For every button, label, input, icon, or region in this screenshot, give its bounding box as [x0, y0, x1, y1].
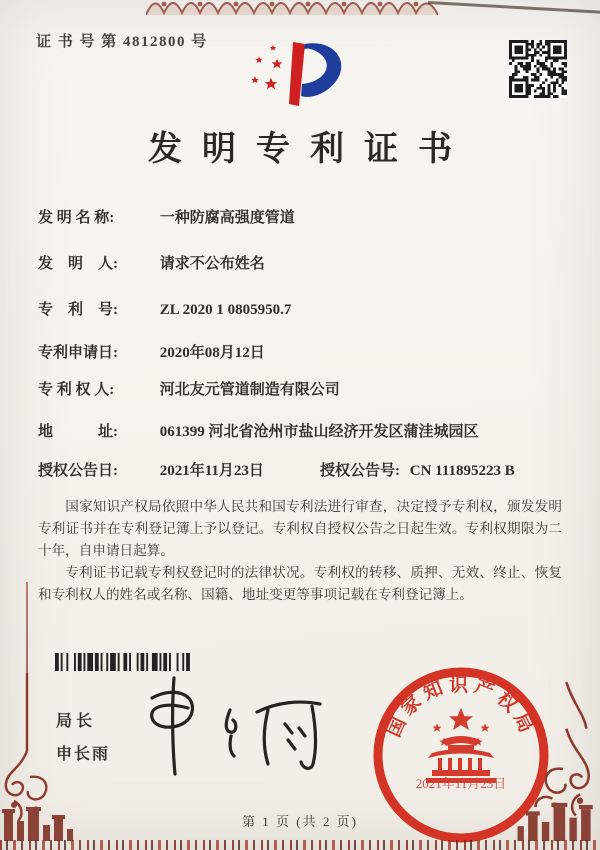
signer-title: 局长: [56, 713, 97, 730]
photo-edge-line: [428, 1, 600, 14]
cnipa-logo-icon: [243, 36, 361, 124]
qr-code-icon: [509, 40, 567, 98]
field-value: 2020年08月12日: [159, 345, 265, 361]
signature-icon: [122, 672, 337, 782]
bottom-left-ornament: [0, 673, 96, 841]
barcode-icon: [55, 653, 217, 671]
bottom-border-fringe: [0, 840, 600, 850]
seal-date-text: 2021年11月23日: [415, 776, 507, 791]
field-value: 一种防腐高强度管道: [159, 210, 295, 226]
field-row-grant-date: [38, 459, 578, 480]
top-border-ornament: [146, 0, 438, 16]
seal-org-text: 国家知识产权局: [383, 674, 539, 741]
field-row-filing-date: [38, 341, 578, 362]
field-label: 发 明 名 称:: [38, 210, 115, 226]
certificate-number: 证 书 号 第 4812800 号: [36, 34, 208, 50]
field-label: 专 利 权 人:: [38, 382, 115, 398]
legal-text-block: [38, 496, 562, 606]
field-row-patent-number: [38, 298, 578, 319]
field-value: 2021年11月23日: [159, 463, 264, 479]
field-label: 专 利 号:: [38, 302, 118, 318]
page-number: 第 1 页 (共 2 页): [242, 814, 358, 829]
bottom-right-ornament: [488, 663, 600, 841]
field-value: 河北友元管道制造有限公司: [159, 382, 340, 398]
field-label: 授权公告日:: [38, 463, 118, 479]
field-row-address: [38, 420, 578, 441]
field-value: ZL 2020 1 0805950.7: [159, 302, 292, 318]
field-label: 授权公告号:: [320, 463, 400, 479]
field-value: 请求不公布姓名: [159, 256, 265, 272]
field-value: 061399 河北省沧州市盐山经济开发区蒲洼城园区: [159, 424, 479, 440]
field-grant-number: [320, 459, 515, 480]
legal-paragraph-1: 国家知识产权局依照中华人民共和国专利法进行审查，决定授予专利权，颁发发明专利证书并在专利登记簿上予以登记。专利权自授权公告之日起生效。专利权期限为二十年，自申请日起算。: [38, 499, 562, 559]
field-value: CN 111895223 B: [409, 463, 515, 479]
legal-paragraph-2: 专利证书记载专利权登记时的法律状况。专利权的转移、质押、无效、终止、恢复和专利权人的姓名或名称、国籍、地址变更等事项记载在专利登记簿上。: [38, 565, 562, 603]
field-row-patentee: [38, 378, 578, 399]
certificate-title: 发明专利证书: [148, 131, 472, 168]
field-row-invention-name: [38, 206, 578, 227]
field-label: 地 址:: [38, 424, 118, 440]
field-row-inventor: [38, 252, 578, 273]
field-label: 发 明 人:: [38, 256, 118, 272]
field-label: 专利申请日:: [38, 345, 118, 361]
signer-name: 申长雨: [56, 746, 111, 763]
